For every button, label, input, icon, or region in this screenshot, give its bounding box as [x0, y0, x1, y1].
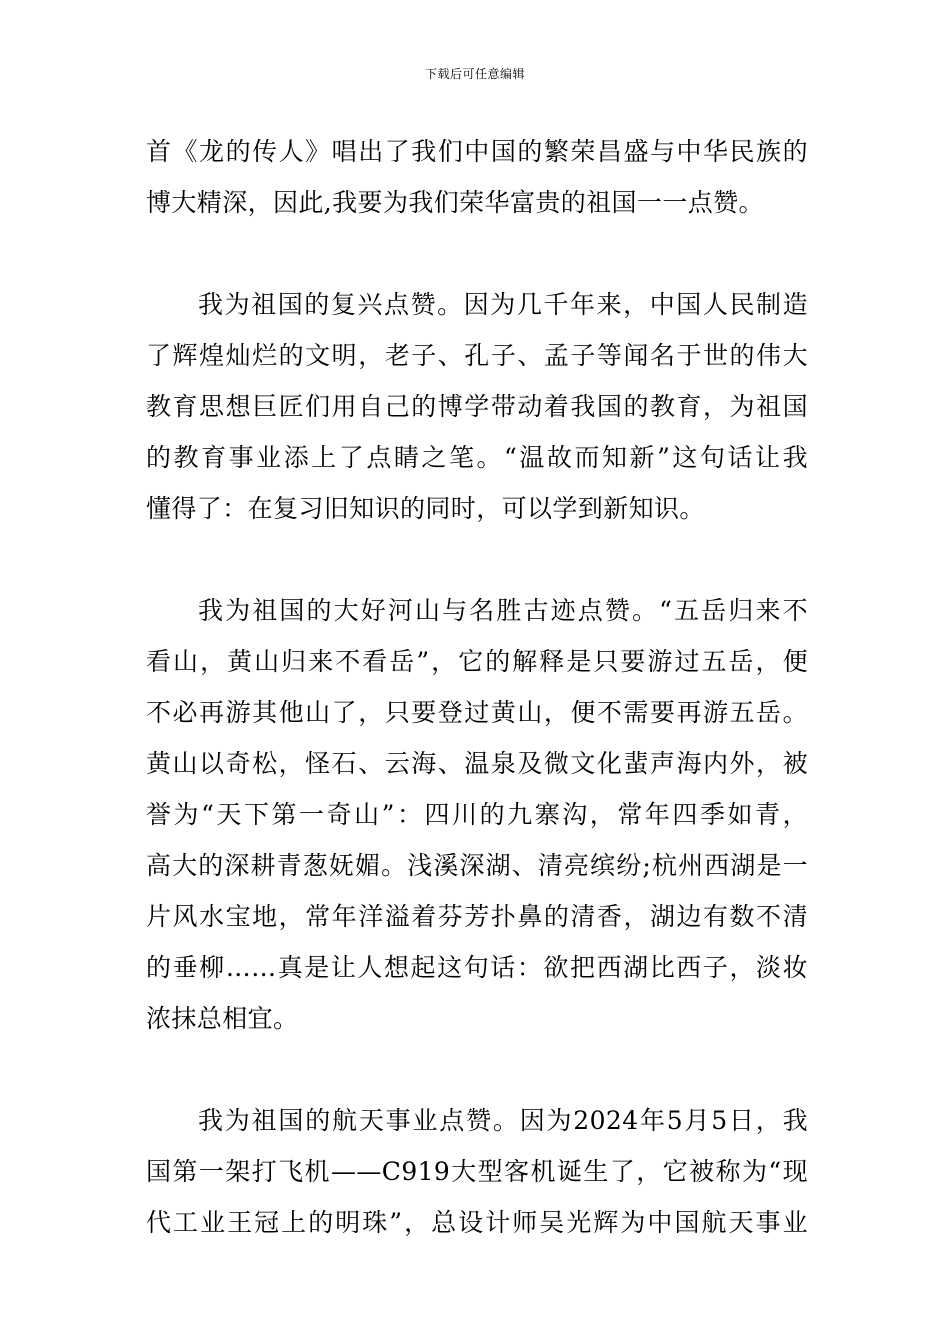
document-body [146, 126, 808, 1299]
text-line: 懂得了：在复习旧知识的同时，可以学到新知识。 [146, 494, 705, 523]
text-line: 浓抹总相宜。 [146, 1004, 299, 1033]
text-line: 我为祖国的复兴点赞。因为几千年来，中国人民制造 [198, 290, 808, 319]
paragraph-2 [146, 279, 808, 534]
paragraph-3 [146, 585, 808, 1044]
text-line: 我为祖国的大好河山与名胜古迹点赞。“五岳归来不 [198, 596, 808, 625]
text-line: 了辉煌灿烂的文明，老子、孔子、孟子等闻名于世的伟大 [146, 341, 808, 370]
text-line: 看山，黄山归来不看岳”，它的解释是只要游过五岳，便 [146, 647, 808, 676]
text-line: 首《龙的传人》唱出了我们中国的繁荣昌盛与中华民族的 [146, 137, 808, 166]
text-line: 博大精深，因此,我要为我们荣华富贵的祖国一一点赞。 [146, 188, 764, 217]
paragraph-4 [146, 1095, 808, 1248]
text-line: 高大的深耕青葱妩媚。浅溪深湖、清亮缤纷;杭州西湖是一 [146, 851, 808, 880]
text-line: 国第一架打飞机——C919大型客机诞生了，它被称为“现 [146, 1157, 808, 1186]
page-header: 下载后可任意编辑 [424, 67, 525, 81]
text-line: 片风水宝地，常年洋溢着芬芳扑鼻的清香，湖边有数不清 [146, 902, 808, 931]
paragraph-1 [146, 126, 808, 228]
text-line: 黄山以奇松，怪石、云海、温泉及微文化蜚声海内外，被 [146, 749, 808, 778]
text-line: 代工业王冠上的明珠”，总设计师吴光辉为中国航天事业 [146, 1208, 808, 1237]
text-line: 的垂柳……真是让人想起这句话：欲把西湖比西子，淡妆 [146, 953, 808, 982]
text-line: 誉为“天下第一奇山”：四川的九寨沟，常年四季如青， [146, 800, 808, 829]
text-line: 的教育事业添上了点睛之笔。“温故而知新”这句话让我 [146, 443, 808, 472]
text-line: 教育思想巨匠们用自己的博学带动着我国的教育，为祖国 [146, 392, 808, 421]
text-line: 我为祖国的航天事业点赞。因为2024年5月5日，我 [198, 1106, 808, 1135]
text-line: 不必再游其他山了，只要登过黄山，便不需要再游五岳。 [146, 698, 808, 727]
